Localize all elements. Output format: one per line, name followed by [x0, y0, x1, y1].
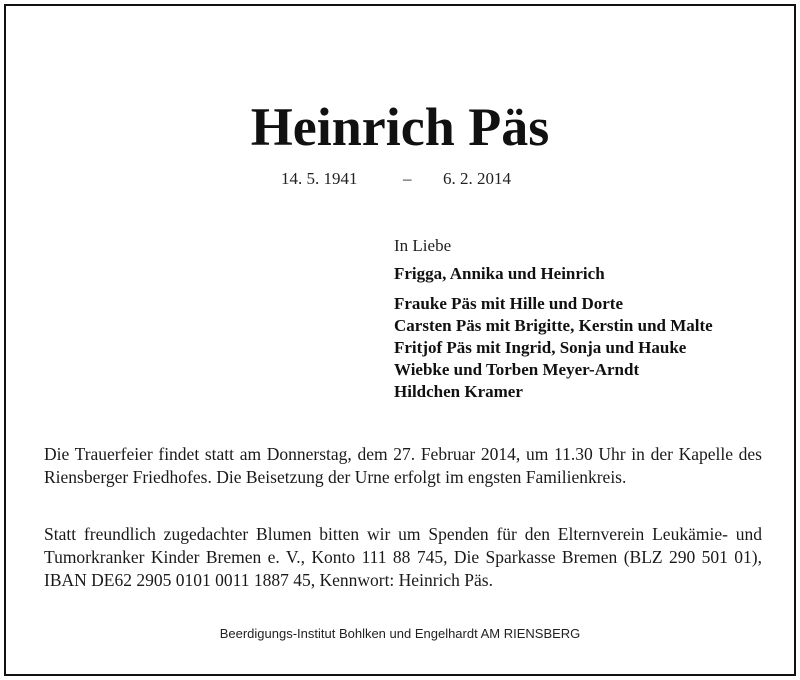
- birth-date: 14. 5. 1941: [281, 169, 358, 188]
- undertaker-footer: Beerdigungs-Institut Bohlken und Engelhardt AM RIENSBERG: [219, 626, 581, 641]
- life-dates: [6, 168, 794, 190]
- date-separator: –: [403, 169, 412, 188]
- donation-notice: Statt freundlich zugedachter Blumen bitten wir um Spenden für den Elternverein Leukämie- und Tumorkranker Kinder Bremen e. V., Konto 111 88 745, Die Sparkasse Bremen (BLZ 290 501 01), IBAN DE62 2905 0101 0011 1887 45, Kennwort: Heinrich Päs.: [44, 524, 762, 590]
- obituary-notice: [4, 4, 796, 676]
- mourners-block: [394, 235, 784, 403]
- mourner-family-line: Frauke Päs mit Hille und Dorte: [394, 294, 624, 313]
- funeral-notice: Die Trauerfeier findet statt am Donnerstag, dem 27. Februar 2014, um 11.30 Uhr in der Kapelle des Riensberger Friedhofes. Die Beisetzung der Urne erfolgt im engsten Familienkreis.: [44, 444, 762, 487]
- mourners-intro: In Liebe: [394, 236, 452, 255]
- mourner-family-line: Carsten Päs mit Brigitte, Kerstin und Malte: [394, 316, 713, 335]
- mourners-spouse-children: Frigga, Annika und Heinrich: [394, 264, 605, 283]
- mourner-family-line: Hildchen Kramer: [394, 382, 523, 401]
- death-date: 6. 2. 2014: [443, 169, 511, 188]
- deceased-name: Heinrich Päs: [250, 97, 550, 157]
- mourner-family-line: Wiebke und Torben Meyer-Arndt: [394, 360, 640, 379]
- mourner-family-line: Fritjof Päs mit Ingrid, Sonja und Hauke: [394, 338, 687, 357]
